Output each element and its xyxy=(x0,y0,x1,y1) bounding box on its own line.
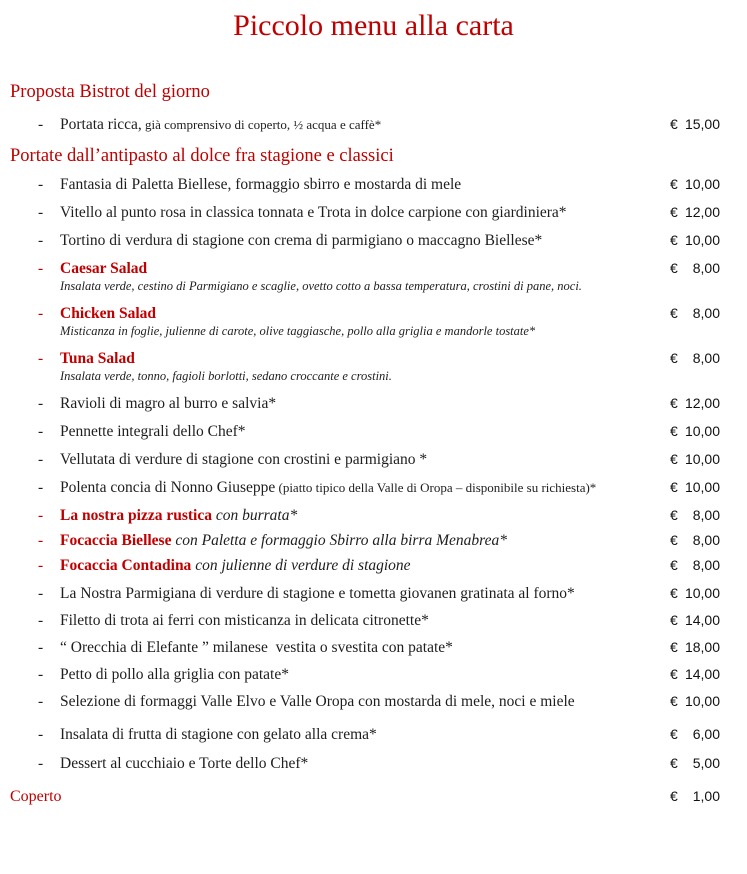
currency-symbol: € xyxy=(670,639,678,655)
item-suffix: con Paletta e formaggio Sbirro alla birra Menabrea* xyxy=(171,532,507,549)
menu-item-row xyxy=(10,639,720,656)
item-text xyxy=(60,639,662,656)
bullet-dash: - xyxy=(38,507,44,524)
group-proposta xyxy=(10,116,720,133)
bullet-dash: - xyxy=(38,639,44,656)
salad-item xyxy=(10,350,720,384)
bullet-dash: - xyxy=(38,693,44,710)
item-price xyxy=(670,666,720,683)
item-name: Dessert al cucchiaio e Torte dello Chef* xyxy=(60,755,309,772)
price-amount: 10,00 xyxy=(684,451,720,467)
bullet-dash: - xyxy=(38,350,44,367)
item-name: Petto di pollo alla griglia con patate* xyxy=(60,666,289,683)
item-price xyxy=(670,395,720,412)
item-text xyxy=(60,350,662,367)
menu-item-row xyxy=(10,612,720,629)
item-name: Ravioli di magro al burro e salvia* xyxy=(60,395,277,412)
item-text xyxy=(60,532,662,549)
item-price xyxy=(670,350,720,367)
title-band xyxy=(0,6,747,46)
item-price xyxy=(670,788,720,805)
item-price xyxy=(670,260,720,277)
menu-item-row xyxy=(10,666,720,683)
currency-symbol: € xyxy=(670,755,678,771)
price-amount: 1,00 xyxy=(692,788,720,804)
currency-symbol: € xyxy=(670,232,678,248)
price-amount: 6,00 xyxy=(692,726,720,742)
item-text xyxy=(60,557,662,574)
currency-symbol: € xyxy=(670,788,678,804)
item-note: (piatto tipico della Valle di Oropa – disponibile su richiesta)* xyxy=(275,480,597,495)
price-amount: 8,00 xyxy=(692,305,720,321)
currency-symbol: € xyxy=(670,532,678,548)
bullet-dash: - xyxy=(38,395,44,412)
item-text xyxy=(60,755,662,772)
group-antipasti xyxy=(10,176,720,249)
item-text xyxy=(60,260,662,277)
item-text xyxy=(60,305,662,322)
item-price xyxy=(670,726,720,743)
item-description: Insalata verde, tonno, fagioli borlotti, sedano croccante e crostini. xyxy=(60,369,392,383)
menu-item-row xyxy=(10,305,720,322)
item-text xyxy=(60,693,662,710)
item-text xyxy=(60,507,662,524)
bullet-dash: - xyxy=(38,116,44,133)
bullet-dash: - xyxy=(38,612,44,629)
item-price xyxy=(670,116,720,133)
price-amount: 5,00 xyxy=(692,755,720,771)
currency-symbol: € xyxy=(670,305,678,321)
item-name: Tuna Salad xyxy=(60,350,135,367)
item-text xyxy=(60,232,662,249)
price-amount: 10,00 xyxy=(684,479,720,495)
price-amount: 12,00 xyxy=(684,395,720,411)
currency-symbol: € xyxy=(670,612,678,628)
item-name: Tortino di verdura di stagione con crema di parmigiano o maccagno Biellese* xyxy=(60,232,543,249)
item-description: Insalata verde, cestino di Parmigiano e scaglie, ovetto cotto a bassa temperatura, crostini di pane, noci. xyxy=(60,279,582,293)
item-name: La Nostra Parmigiana di verdure di stagione e tometta giovanen gratinata al forno* xyxy=(60,585,575,602)
currency-symbol: € xyxy=(670,479,678,495)
bullet-dash: - xyxy=(38,305,44,322)
item-price xyxy=(670,423,720,440)
menu-item-row xyxy=(10,232,720,249)
item-text xyxy=(60,451,662,468)
bullet-dash: - xyxy=(38,176,44,193)
menu-item-row xyxy=(10,557,720,574)
currency-symbol: € xyxy=(670,350,678,366)
item-name: Selezione di formaggi Valle Elvo e Valle Oropa con mostarda di mele, noci e miele xyxy=(60,693,575,710)
menu-item-row xyxy=(10,532,720,549)
item-text xyxy=(60,116,662,133)
price-amount: 8,00 xyxy=(692,557,720,573)
item-price xyxy=(670,451,720,468)
price-amount: 8,00 xyxy=(692,260,720,276)
currency-symbol: € xyxy=(670,423,678,439)
section-header-portate: Portate dall’antipasto al dolce fra stagione e classici xyxy=(10,146,394,166)
menu-item-row xyxy=(10,585,720,602)
menu-item-row xyxy=(10,116,720,133)
item-name: Polenta concia di Nonno Giuseppe xyxy=(60,479,276,496)
item-text xyxy=(60,585,662,602)
bullet-dash: - xyxy=(38,451,44,468)
item-text xyxy=(60,666,662,683)
currency-symbol: € xyxy=(670,666,678,682)
menu-item-row xyxy=(10,423,720,440)
item-text xyxy=(60,204,662,221)
item-price xyxy=(670,755,720,772)
price-amount: 8,00 xyxy=(692,532,720,548)
menu-item-row xyxy=(10,507,720,524)
item-price xyxy=(670,204,720,221)
coperto-label: Coperto xyxy=(10,788,62,805)
item-price xyxy=(670,639,720,656)
item-text xyxy=(60,176,662,193)
menu-item-row xyxy=(10,204,720,221)
group-dolci xyxy=(10,726,720,772)
group-pizze-focacce xyxy=(10,507,720,574)
menu-item-row xyxy=(10,755,720,772)
currency-symbol: € xyxy=(670,176,678,192)
currency-symbol: € xyxy=(670,557,678,573)
price-amount: 15,00 xyxy=(684,116,720,132)
currency-symbol: € xyxy=(670,451,678,467)
page-title: Piccolo menu alla carta xyxy=(233,9,514,42)
bullet-dash: - xyxy=(38,232,44,249)
menu-item-row xyxy=(10,451,720,468)
item-price xyxy=(670,693,720,710)
currency-symbol: € xyxy=(670,204,678,220)
item-name: Filetto di trota ai ferri con misticanza in delicata citronette* xyxy=(60,612,429,629)
item-description: Misticanza in foglie, julienne di carote, olive taggiasche, pollo alla griglia e mandorle tostate* xyxy=(60,324,536,338)
item-price xyxy=(670,305,720,322)
price-amount: 10,00 xyxy=(684,423,720,439)
menu-item-row xyxy=(10,260,720,277)
item-note: già comprensivo di coperto, ½ acqua e caffè* xyxy=(141,117,382,132)
price-amount: 10,00 xyxy=(684,232,720,248)
bullet-dash: - xyxy=(38,557,44,574)
currency-symbol: € xyxy=(670,260,678,276)
coperto-row xyxy=(10,787,720,806)
bullet-dash: - xyxy=(38,755,44,772)
menu-item-row xyxy=(10,395,720,412)
price-amount: 12,00 xyxy=(684,204,720,220)
bullet-dash: - xyxy=(38,666,44,683)
group-secondi xyxy=(10,585,720,710)
item-name: Portata ricca, xyxy=(60,116,142,133)
currency-symbol: € xyxy=(670,726,678,742)
group-insalate xyxy=(10,260,720,384)
salad-item xyxy=(10,305,720,339)
item-price xyxy=(670,585,720,602)
item-suffix: con julienne di verdure di stagione xyxy=(191,557,411,574)
item-name: “ Orecchia di Elefante ” milanese vestita o svestita con patate* xyxy=(60,639,453,656)
currency-symbol: € xyxy=(670,395,678,411)
item-text xyxy=(60,395,662,412)
price-amount: 10,00 xyxy=(684,585,720,601)
item-name: La nostra pizza rustica xyxy=(60,507,212,524)
bullet-dash: - xyxy=(38,532,44,549)
item-text xyxy=(60,726,662,743)
currency-symbol: € xyxy=(670,693,678,709)
item-text xyxy=(60,479,662,496)
price-amount: 14,00 xyxy=(684,666,720,682)
item-price xyxy=(670,612,720,629)
currency-symbol: € xyxy=(670,507,678,523)
bullet-dash: - xyxy=(38,204,44,221)
item-price xyxy=(670,176,720,193)
price-amount: 10,00 xyxy=(684,176,720,192)
section-header-proposta: Proposta Bistrot del giorno xyxy=(10,82,210,102)
item-price xyxy=(670,479,720,496)
item-name: Pennette integrali dello Chef* xyxy=(60,423,246,440)
item-suffix: con burrata* xyxy=(211,507,298,524)
item-price xyxy=(670,507,720,524)
menu-item-row xyxy=(10,693,720,710)
item-name: Vellutata di verdure di stagione con crostini e parmigiano * xyxy=(60,451,428,468)
item-price xyxy=(670,532,720,549)
menu-item-row xyxy=(10,176,720,193)
item-price xyxy=(670,557,720,574)
price-amount: 18,00 xyxy=(684,639,720,655)
menu-item-row xyxy=(10,726,720,743)
group-primi xyxy=(10,395,720,496)
bullet-dash: - xyxy=(38,423,44,440)
menu-item-row xyxy=(10,479,720,496)
item-price xyxy=(670,232,720,249)
item-name: Insalata di frutta di stagione con gelato alla crema* xyxy=(60,726,377,743)
bullet-dash: - xyxy=(38,479,44,496)
item-name: Focaccia Contadina xyxy=(60,557,192,574)
salad-item xyxy=(10,260,720,294)
item-name: Caesar Salad xyxy=(60,260,148,277)
currency-symbol: € xyxy=(670,116,678,132)
item-name: Vitello al punto rosa in classica tonnata e Trota in dolce carpione con giardiniera* xyxy=(60,204,567,221)
price-amount: 8,00 xyxy=(692,350,720,366)
price-amount: 8,00 xyxy=(692,507,720,523)
item-name: Focaccia Biellese xyxy=(60,532,172,549)
bullet-dash: - xyxy=(38,585,44,602)
price-amount: 10,00 xyxy=(684,693,720,709)
currency-symbol: € xyxy=(670,585,678,601)
item-name: Chicken Salad xyxy=(60,305,157,322)
bullet-dash: - xyxy=(38,726,44,743)
item-text xyxy=(60,612,662,629)
bullet-dash: - xyxy=(38,260,44,277)
item-name: Fantasia di Paletta Biellese, formaggio sbirro e mostarda di mele xyxy=(60,176,462,193)
menu-item-row xyxy=(10,350,720,367)
item-text xyxy=(60,423,662,440)
price-amount: 14,00 xyxy=(684,612,720,628)
